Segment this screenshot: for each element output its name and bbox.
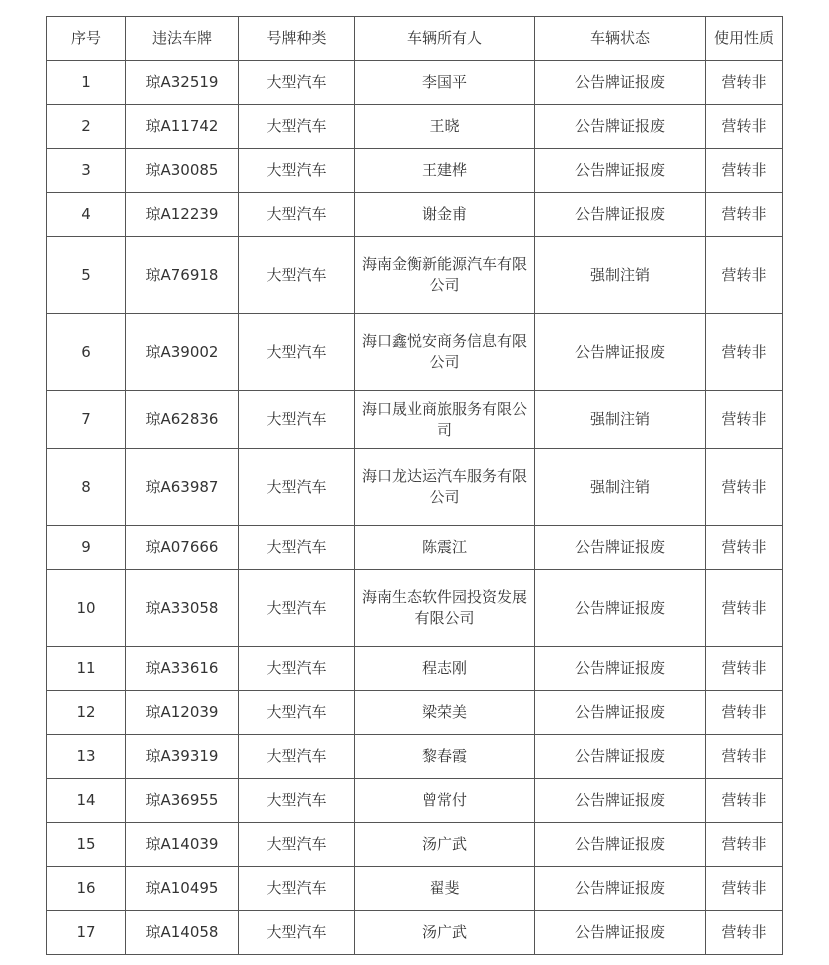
cell-status: 公告牌证报废 bbox=[535, 823, 706, 867]
cell-owner: 海南金衡新能源汽车有限公司 bbox=[355, 237, 535, 314]
cell-plate-type: 大型汽车 bbox=[239, 526, 355, 570]
cell-plate-type: 大型汽车 bbox=[239, 867, 355, 911]
cell-plate: 琼A76918 bbox=[126, 237, 239, 314]
table-row bbox=[47, 105, 783, 149]
cell-plate: 琼A30085 bbox=[126, 149, 239, 193]
cell-owner: 海南生态软件园投资发展有限公司 bbox=[355, 570, 535, 647]
cell-owner: 海口晟业商旅服务有限公司 bbox=[355, 391, 535, 449]
cell-plate: 琼A14039 bbox=[126, 823, 239, 867]
cell-owner: 黎春霞 bbox=[355, 735, 535, 779]
cell-serial: 14 bbox=[47, 779, 126, 823]
table-row bbox=[47, 735, 783, 779]
cell-owner: 汤广武 bbox=[355, 911, 535, 955]
header-plate-type: 号牌种类 bbox=[239, 17, 355, 61]
cell-serial: 12 bbox=[47, 691, 126, 735]
cell-plate: 琼A32519 bbox=[126, 61, 239, 105]
cell-serial: 4 bbox=[47, 193, 126, 237]
table-row bbox=[47, 449, 783, 526]
cell-plate: 琼A36955 bbox=[126, 779, 239, 823]
cell-serial: 1 bbox=[47, 61, 126, 105]
cell-plate: 琼A62836 bbox=[126, 391, 239, 449]
table-row bbox=[47, 867, 783, 911]
cell-status: 公告牌证报废 bbox=[535, 691, 706, 735]
table-row bbox=[47, 691, 783, 735]
cell-status: 强制注销 bbox=[535, 391, 706, 449]
cell-serial: 8 bbox=[47, 449, 126, 526]
cell-status: 强制注销 bbox=[535, 237, 706, 314]
table-header-row bbox=[47, 17, 783, 61]
cell-plate-type: 大型汽车 bbox=[239, 391, 355, 449]
table-row bbox=[47, 823, 783, 867]
cell-owner: 王晓 bbox=[355, 105, 535, 149]
cell-serial: 5 bbox=[47, 237, 126, 314]
cell-status: 强制注销 bbox=[535, 449, 706, 526]
cell-serial: 15 bbox=[47, 823, 126, 867]
cell-usage: 营转非 bbox=[706, 237, 783, 314]
cell-owner: 王建桦 bbox=[355, 149, 535, 193]
cell-serial: 3 bbox=[47, 149, 126, 193]
cell-plate: 琼A12239 bbox=[126, 193, 239, 237]
cell-status: 公告牌证报废 bbox=[535, 526, 706, 570]
table-row bbox=[47, 570, 783, 647]
cell-plate: 琼A63987 bbox=[126, 449, 239, 526]
cell-serial: 11 bbox=[47, 647, 126, 691]
header-serial: 序号 bbox=[47, 17, 126, 61]
cell-status: 公告牌证报废 bbox=[535, 61, 706, 105]
cell-plate: 琼A14058 bbox=[126, 911, 239, 955]
cell-status: 公告牌证报废 bbox=[535, 911, 706, 955]
header-owner: 车辆所有人 bbox=[355, 17, 535, 61]
table-body bbox=[47, 61, 783, 955]
cell-plate: 琼A39319 bbox=[126, 735, 239, 779]
cell-plate: 琼A33616 bbox=[126, 647, 239, 691]
cell-plate: 琼A12039 bbox=[126, 691, 239, 735]
cell-serial: 16 bbox=[47, 867, 126, 911]
cell-owner: 翟斐 bbox=[355, 867, 535, 911]
cell-plate-type: 大型汽车 bbox=[239, 61, 355, 105]
cell-plate-type: 大型汽车 bbox=[239, 149, 355, 193]
cell-usage: 营转非 bbox=[706, 449, 783, 526]
cell-usage: 营转非 bbox=[706, 314, 783, 391]
table-row bbox=[47, 314, 783, 391]
cell-usage: 营转非 bbox=[706, 735, 783, 779]
cell-usage: 营转非 bbox=[706, 570, 783, 647]
cell-usage: 营转非 bbox=[706, 105, 783, 149]
cell-owner: 程志刚 bbox=[355, 647, 535, 691]
cell-owner: 曾常付 bbox=[355, 779, 535, 823]
cell-usage: 营转非 bbox=[706, 823, 783, 867]
cell-plate-type: 大型汽车 bbox=[239, 314, 355, 391]
header-status: 车辆状态 bbox=[535, 17, 706, 61]
cell-owner: 李国平 bbox=[355, 61, 535, 105]
cell-status: 公告牌证报废 bbox=[535, 779, 706, 823]
cell-usage: 营转非 bbox=[706, 779, 783, 823]
cell-usage: 营转非 bbox=[706, 691, 783, 735]
cell-plate-type: 大型汽车 bbox=[239, 735, 355, 779]
cell-status: 公告牌证报废 bbox=[535, 149, 706, 193]
cell-serial: 9 bbox=[47, 526, 126, 570]
cell-owner: 汤广武 bbox=[355, 823, 535, 867]
cell-plate: 琼A07666 bbox=[126, 526, 239, 570]
table-row bbox=[47, 193, 783, 237]
cell-status: 公告牌证报废 bbox=[535, 570, 706, 647]
table-row bbox=[47, 61, 783, 105]
cell-serial: 7 bbox=[47, 391, 126, 449]
cell-plate-type: 大型汽车 bbox=[239, 779, 355, 823]
cell-plate-type: 大型汽车 bbox=[239, 105, 355, 149]
cell-status: 公告牌证报废 bbox=[535, 193, 706, 237]
table-row bbox=[47, 149, 783, 193]
cell-owner: 谢金甫 bbox=[355, 193, 535, 237]
cell-owner: 梁荣美 bbox=[355, 691, 535, 735]
cell-usage: 营转非 bbox=[706, 526, 783, 570]
cell-usage: 营转非 bbox=[706, 391, 783, 449]
cell-serial: 17 bbox=[47, 911, 126, 955]
cell-plate: 琼A11742 bbox=[126, 105, 239, 149]
cell-owner: 海口龙达运汽车服务有限公司 bbox=[355, 449, 535, 526]
table-row bbox=[47, 779, 783, 823]
header-usage: 使用性质 bbox=[706, 17, 783, 61]
cell-plate-type: 大型汽车 bbox=[239, 647, 355, 691]
cell-plate-type: 大型汽车 bbox=[239, 449, 355, 526]
cell-plate: 琼A39002 bbox=[126, 314, 239, 391]
cell-usage: 营转非 bbox=[706, 61, 783, 105]
cell-serial: 2 bbox=[47, 105, 126, 149]
header-plate: 违法车牌 bbox=[126, 17, 239, 61]
table-row bbox=[47, 647, 783, 691]
cell-owner: 陈震江 bbox=[355, 526, 535, 570]
cell-plate-type: 大型汽车 bbox=[239, 691, 355, 735]
cell-plate-type: 大型汽车 bbox=[239, 193, 355, 237]
cell-serial: 10 bbox=[47, 570, 126, 647]
cell-serial: 13 bbox=[47, 735, 126, 779]
cell-status: 公告牌证报废 bbox=[535, 105, 706, 149]
cell-usage: 营转非 bbox=[706, 647, 783, 691]
cell-plate-type: 大型汽车 bbox=[239, 237, 355, 314]
table-row bbox=[47, 391, 783, 449]
cell-plate-type: 大型汽车 bbox=[239, 823, 355, 867]
table-row bbox=[47, 237, 783, 314]
cell-serial: 6 bbox=[47, 314, 126, 391]
violation-vehicle-table bbox=[46, 16, 783, 955]
cell-usage: 营转非 bbox=[706, 867, 783, 911]
cell-status: 公告牌证报废 bbox=[535, 314, 706, 391]
table-row bbox=[47, 526, 783, 570]
cell-plate-type: 大型汽车 bbox=[239, 911, 355, 955]
cell-usage: 营转非 bbox=[706, 911, 783, 955]
cell-usage: 营转非 bbox=[706, 193, 783, 237]
cell-plate: 琼A10495 bbox=[126, 867, 239, 911]
cell-status: 公告牌证报废 bbox=[535, 735, 706, 779]
cell-status: 公告牌证报废 bbox=[535, 867, 706, 911]
cell-status: 公告牌证报废 bbox=[535, 647, 706, 691]
cell-owner: 海口鑫悦安商务信息有限公司 bbox=[355, 314, 535, 391]
table-row bbox=[47, 911, 783, 955]
cell-plate-type: 大型汽车 bbox=[239, 570, 355, 647]
cell-plate: 琼A33058 bbox=[126, 570, 239, 647]
cell-usage: 营转非 bbox=[706, 149, 783, 193]
